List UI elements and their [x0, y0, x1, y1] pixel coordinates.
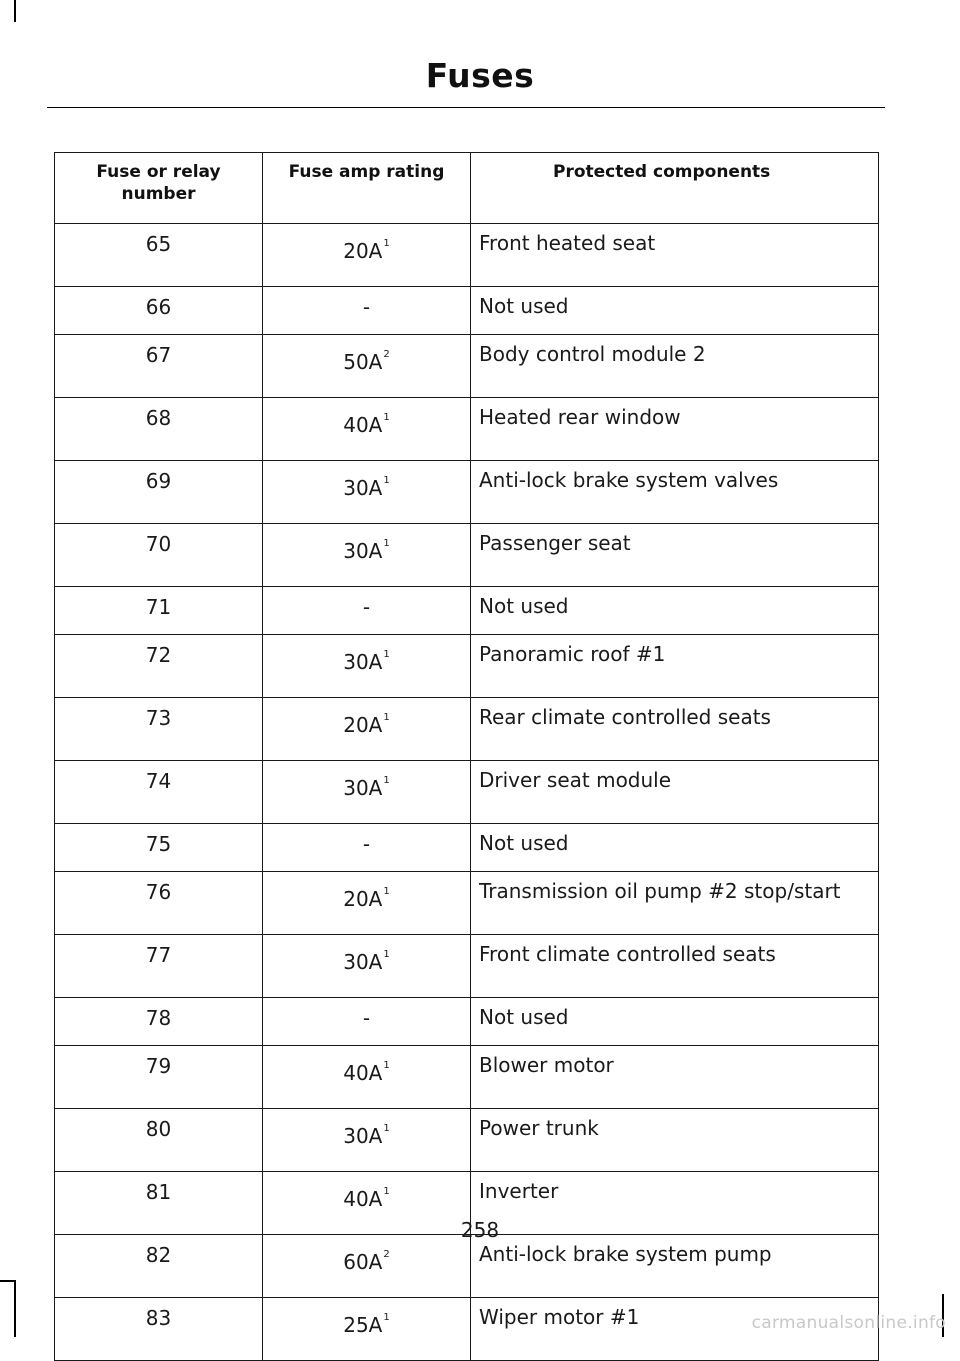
protected-component-cell: Inverter [471, 1172, 879, 1235]
amp-rating-cell [263, 335, 471, 398]
protected-component-cell: Blower motor [471, 1046, 879, 1109]
table-row [55, 587, 879, 635]
protected-component-cell: Front heated seat [471, 224, 879, 287]
table-row [55, 224, 879, 287]
amp-rating-value: 30A [343, 950, 383, 974]
footnote-marker: 2 [383, 1249, 390, 1260]
protected-component-cell: Passenger seat [471, 524, 879, 587]
footnote-marker: 1 [383, 412, 390, 423]
table-row [55, 824, 879, 872]
page-number: 258 [460, 1218, 500, 1242]
amp-rating-value: 50A [343, 350, 383, 374]
table-row [55, 524, 879, 587]
title-divider [47, 107, 885, 108]
fuse-number-cell: 83 [55, 1298, 263, 1361]
fuse-number-cell: 75 [55, 824, 263, 872]
crop-mark-bottom-left-vertical [14, 1280, 16, 1337]
fuse-number-cell: 81 [55, 1172, 263, 1235]
amp-rating-value: 30A [343, 539, 383, 563]
amp-rating-cell [263, 1235, 471, 1298]
table-row [55, 935, 879, 998]
fuse-number-cell: 76 [55, 872, 263, 935]
protected-component-cell: Panoramic roof #1 [471, 635, 879, 698]
fuse-number-cell: 80 [55, 1109, 263, 1172]
footnote-marker: 1 [383, 1060, 390, 1071]
table-row [55, 1046, 879, 1109]
footnote-marker: 1 [383, 538, 390, 549]
amp-rating-cell [263, 461, 471, 524]
amp-rating-value: - [362, 295, 371, 319]
fuse-number-cell: 82 [55, 1235, 263, 1298]
amp-rating-cell [263, 287, 471, 335]
fuse-number-cell: 67 [55, 335, 263, 398]
amp-rating-value: 20A [343, 239, 383, 263]
footnote-marker: 1 [383, 475, 390, 486]
protected-component-cell: Power trunk [471, 1109, 879, 1172]
amp-rating-value: 20A [343, 887, 383, 911]
amp-rating-cell [263, 398, 471, 461]
watermark: carmanualsonline.info [751, 1313, 946, 1333]
protected-component-cell: Rear climate controlled seats [471, 698, 879, 761]
footnote-marker: 1 [383, 775, 390, 786]
footnote-marker: 2 [383, 349, 390, 360]
table-row [55, 398, 879, 461]
amp-rating-value: 30A [343, 1124, 383, 1148]
amp-rating-cell [263, 1109, 471, 1172]
table-row [55, 1109, 879, 1172]
amp-rating-value: 20A [343, 713, 383, 737]
fuse-number-cell: 70 [55, 524, 263, 587]
amp-rating-cell [263, 1046, 471, 1109]
amp-rating-value: 60A [343, 1250, 383, 1274]
footnote-marker: 1 [383, 886, 390, 897]
protected-component-cell: Not used [471, 998, 879, 1046]
footnote-marker: 1 [383, 649, 390, 660]
footnote-marker: 1 [383, 238, 390, 249]
footnote-marker: 1 [383, 949, 390, 960]
protected-component-cell: Transmission oil pump #2 stop/start [471, 872, 879, 935]
amp-rating-cell [263, 587, 471, 635]
crop-mark-bottom-left-horizontal [0, 1280, 16, 1282]
fuse-number-cell: 72 [55, 635, 263, 698]
fuse-table [54, 152, 879, 1361]
table-row [55, 287, 879, 335]
amp-rating-cell [263, 698, 471, 761]
protected-component-cell: Not used [471, 824, 879, 872]
protected-component-cell: Body control module 2 [471, 335, 879, 398]
fuse-number-cell: 79 [55, 1046, 263, 1109]
table-row [55, 635, 879, 698]
amp-rating-value: - [362, 595, 371, 619]
protected-component-cell: Not used [471, 287, 879, 335]
table-row [55, 461, 879, 524]
table-row [55, 761, 879, 824]
amp-rating-value: 30A [343, 650, 383, 674]
amp-rating-cell [263, 935, 471, 998]
amp-rating-value: 40A [343, 413, 383, 437]
fuse-number-cell: 77 [55, 935, 263, 998]
amp-rating-cell [263, 524, 471, 587]
protected-component-cell: Wiper motor #1 [471, 1298, 879, 1361]
amp-rating-cell [263, 635, 471, 698]
header-components: Protected components [471, 153, 879, 224]
amp-rating-cell [263, 824, 471, 872]
fuse-number-cell: 73 [55, 698, 263, 761]
amp-rating-cell [263, 872, 471, 935]
amp-rating-cell [263, 761, 471, 824]
amp-rating-value: 30A [343, 776, 383, 800]
amp-rating-value: - [362, 832, 371, 856]
fuse-table-body [55, 224, 879, 1361]
header-fuse-number-label: Fuse or relay number [96, 162, 221, 204]
protected-component-cell: Heated rear window [471, 398, 879, 461]
fuse-number-cell: 65 [55, 224, 263, 287]
amp-rating-cell [263, 224, 471, 287]
footnote-marker: 1 [383, 712, 390, 723]
page-title: Fuses [425, 56, 535, 95]
footnote-marker: 1 [383, 1312, 390, 1323]
amp-rating-cell [263, 998, 471, 1046]
footnote-marker: 1 [383, 1123, 390, 1134]
fuse-number-cell: 68 [55, 398, 263, 461]
protected-component-cell: Driver seat module [471, 761, 879, 824]
protected-component-cell: Front climate controlled seats [471, 935, 879, 998]
footnote-marker: 1 [383, 1186, 390, 1197]
protected-component-cell: Anti-lock brake system pump [471, 1235, 879, 1298]
amp-rating-value: 40A [343, 1061, 383, 1085]
amp-rating-cell [263, 1298, 471, 1361]
amp-rating-value: 25A [343, 1313, 383, 1337]
header-amp-rating: Fuse amp rating [263, 153, 471, 224]
fuse-number-cell: 66 [55, 287, 263, 335]
crop-mark-top-left-vertical [14, 0, 16, 22]
table-row [55, 335, 879, 398]
amp-rating-value: - [362, 1006, 371, 1030]
header-fuse-number [55, 153, 263, 224]
protected-component-cell: Anti-lock brake system valves [471, 461, 879, 524]
fuse-number-cell: 74 [55, 761, 263, 824]
amp-rating-value: 40A [343, 1187, 383, 1211]
amp-rating-value: 30A [343, 476, 383, 500]
table-row [55, 998, 879, 1046]
fuse-number-cell: 69 [55, 461, 263, 524]
fuse-number-cell: 78 [55, 998, 263, 1046]
table-row [55, 872, 879, 935]
table-row [55, 698, 879, 761]
fuse-number-cell: 71 [55, 587, 263, 635]
table-row [55, 1235, 879, 1298]
protected-component-cell: Not used [471, 587, 879, 635]
table-header-row [55, 153, 879, 224]
